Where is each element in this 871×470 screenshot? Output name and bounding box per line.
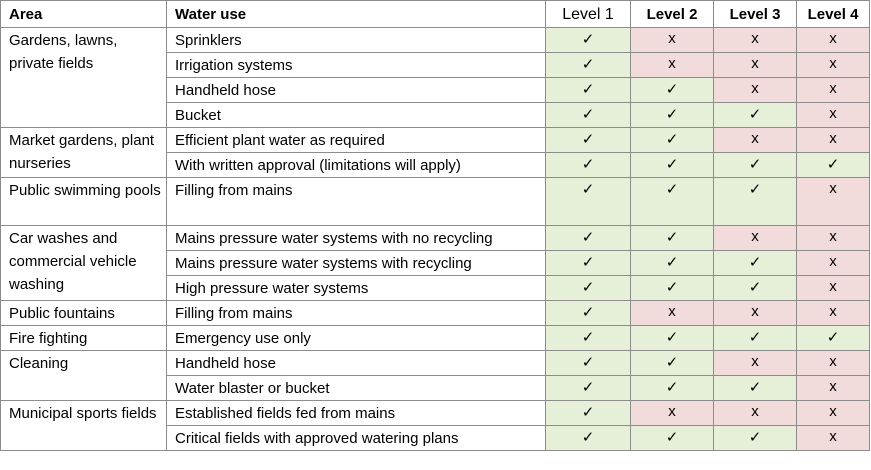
cross-icon: x	[797, 28, 870, 53]
header-level-2: Level 2	[631, 1, 714, 28]
area-cell: Car washes and commercial vehicle washing	[1, 226, 167, 301]
water-use-cell: High pressure water systems	[167, 276, 546, 301]
table-body	[1, 28, 870, 451]
table-row	[1, 326, 870, 351]
cross-icon: x	[631, 301, 714, 326]
check-icon: ✓	[546, 153, 631, 178]
cross-icon: x	[797, 251, 870, 276]
check-icon: ✓	[631, 178, 714, 226]
check-icon: ✓	[714, 276, 797, 301]
cross-icon: x	[797, 103, 870, 128]
cross-icon: x	[797, 351, 870, 376]
cross-icon: x	[797, 426, 870, 451]
check-icon: ✓	[714, 103, 797, 128]
cross-icon: x	[797, 53, 870, 78]
cross-icon: x	[714, 78, 797, 103]
header-level-3: Level 3	[714, 1, 797, 28]
cross-icon: x	[797, 401, 870, 426]
check-icon: ✓	[631, 376, 714, 401]
table-row	[1, 226, 870, 251]
check-icon: ✓	[546, 103, 631, 128]
cross-icon: x	[797, 276, 870, 301]
area-cell: Public swimming pools	[1, 178, 167, 226]
water-use-cell: With written approval (limitations will apply)	[167, 153, 546, 178]
check-icon: ✓	[631, 78, 714, 103]
cross-icon: x	[631, 28, 714, 53]
header-level-1: Level 1	[546, 1, 631, 28]
table-row	[1, 178, 870, 226]
check-icon: ✓	[546, 78, 631, 103]
water-use-cell: Efficient plant water as required	[167, 128, 546, 153]
cross-icon: x	[797, 128, 870, 153]
cross-icon: x	[714, 226, 797, 251]
cross-icon: x	[714, 301, 797, 326]
check-icon: ✓	[631, 153, 714, 178]
water-use-cell: Critical fields with approved watering plans	[167, 426, 546, 451]
check-icon: ✓	[714, 426, 797, 451]
check-icon: ✓	[546, 276, 631, 301]
table-header	[1, 1, 870, 28]
cross-icon: x	[714, 401, 797, 426]
table-row	[1, 401, 870, 426]
table-row	[1, 28, 870, 53]
cross-icon: x	[714, 53, 797, 78]
check-icon: ✓	[546, 226, 631, 251]
check-icon: ✓	[546, 301, 631, 326]
check-icon: ✓	[797, 326, 870, 351]
table-row	[1, 128, 870, 153]
water-use-cell: Emergency use only	[167, 326, 546, 351]
header-row	[1, 1, 870, 28]
check-icon: ✓	[631, 426, 714, 451]
check-icon: ✓	[714, 178, 797, 226]
area-cell: Municipal sports fields	[1, 401, 167, 451]
header-level-4: Level 4	[797, 1, 870, 28]
water-use-cell: Water blaster or bucket	[167, 376, 546, 401]
check-icon: ✓	[546, 251, 631, 276]
check-icon: ✓	[631, 351, 714, 376]
cross-icon: x	[797, 301, 870, 326]
area-cell: Market gardens, plant nurseries	[1, 128, 167, 178]
check-icon: ✓	[546, 376, 631, 401]
area-cell: Cleaning	[1, 351, 167, 401]
header-water-use: Water use	[167, 1, 546, 28]
cross-icon: x	[797, 376, 870, 401]
water-use-cell: Filling from mains	[167, 178, 546, 226]
water-use-cell: Mains pressure water systems with no recycling	[167, 226, 546, 251]
check-icon: ✓	[546, 426, 631, 451]
check-icon: ✓	[714, 153, 797, 178]
cross-icon: x	[797, 178, 870, 226]
area-cell: Public fountains	[1, 301, 167, 326]
water-use-cell: Irrigation systems	[167, 53, 546, 78]
check-icon: ✓	[714, 326, 797, 351]
cross-icon: x	[797, 226, 870, 251]
check-icon: ✓	[631, 103, 714, 128]
header-area: Area	[1, 1, 167, 28]
water-use-cell: Filling from mains	[167, 301, 546, 326]
check-icon: ✓	[546, 178, 631, 226]
check-icon: ✓	[546, 28, 631, 53]
check-icon: ✓	[546, 401, 631, 426]
check-icon: ✓	[714, 251, 797, 276]
area-cell: Fire fighting	[1, 326, 167, 351]
cross-icon: x	[797, 78, 870, 103]
check-icon: ✓	[631, 128, 714, 153]
water-use-cell: Mains pressure water systems with recycling	[167, 251, 546, 276]
check-icon: ✓	[631, 251, 714, 276]
water-use-cell: Bucket	[167, 103, 546, 128]
water-use-cell: Handheld hose	[167, 78, 546, 103]
check-icon: ✓	[631, 226, 714, 251]
area-cell: Gardens, lawns, private fields	[1, 28, 167, 128]
water-use-cell: Sprinklers	[167, 28, 546, 53]
table-row	[1, 351, 870, 376]
cross-icon: x	[631, 401, 714, 426]
table-row	[1, 301, 870, 326]
check-icon: ✓	[714, 376, 797, 401]
check-icon: ✓	[546, 53, 631, 78]
cross-icon: x	[631, 53, 714, 78]
check-icon: ✓	[797, 153, 870, 178]
check-icon: ✓	[546, 351, 631, 376]
cross-icon: x	[714, 128, 797, 153]
water-use-cell: Handheld hose	[167, 351, 546, 376]
cross-icon: x	[714, 351, 797, 376]
water-use-cell: Established fields fed from mains	[167, 401, 546, 426]
cross-icon: x	[714, 28, 797, 53]
check-icon: ✓	[546, 326, 631, 351]
check-icon: ✓	[631, 326, 714, 351]
check-icon: ✓	[546, 128, 631, 153]
check-icon: ✓	[631, 276, 714, 301]
